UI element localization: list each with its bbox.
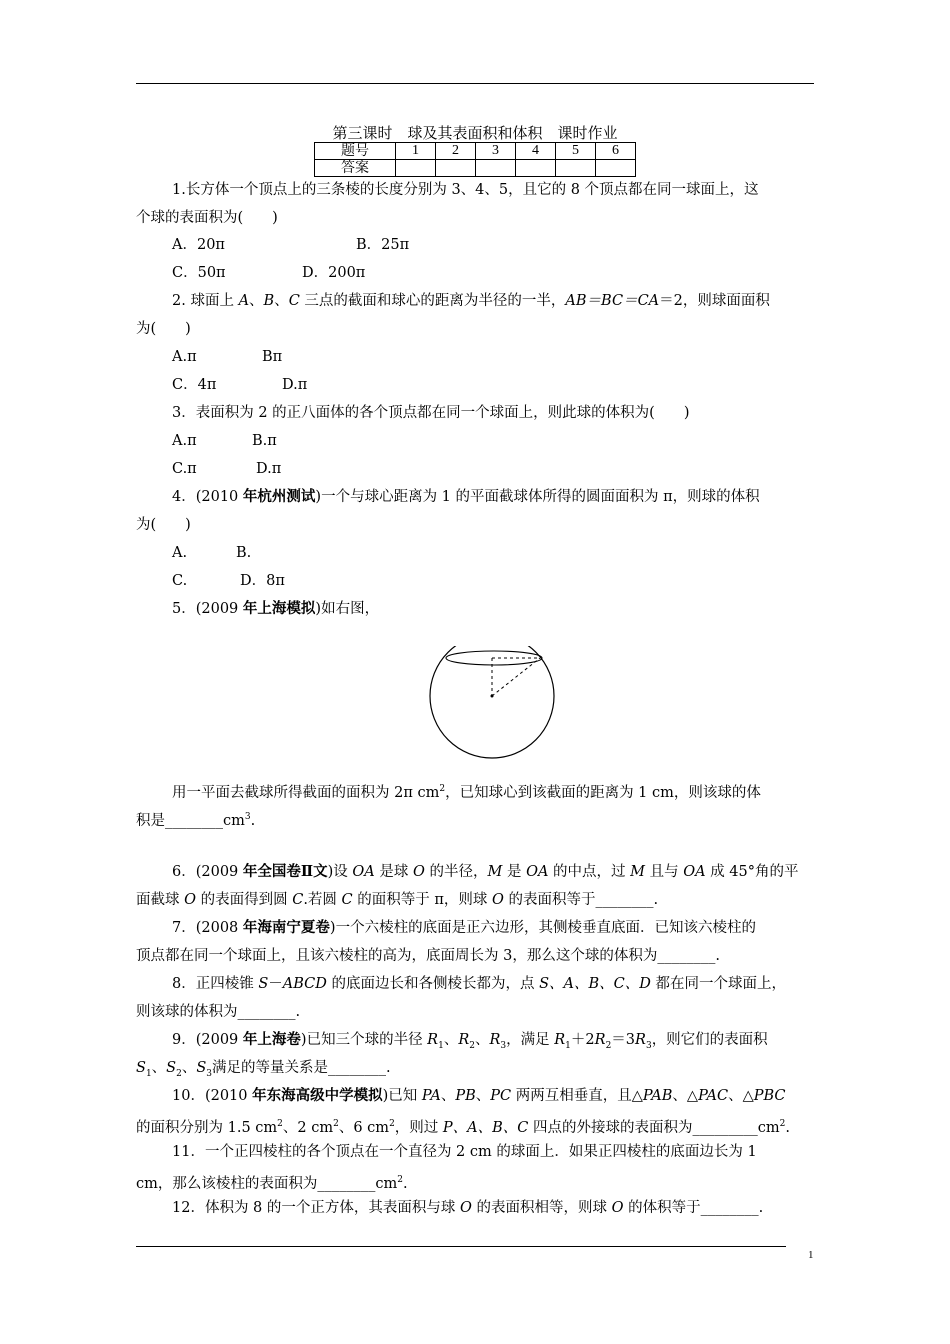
option-b: B. xyxy=(236,545,252,561)
question-6-text: 6．(2009 年全国卷Ⅱ文)设 OA 是球 O 的半径，M 是 OA 的中点，过 M 且与 OA 成 45°角的平 xyxy=(172,863,799,880)
question-7-text: 7．(2008 年海南宁夏卷)一个六棱柱的底面是正六边形，其侧棱垂直底面．已知该六棱柱的 xyxy=(172,919,757,936)
question-11-text: 11．一个正四棱柱的各个顶点在一个直径为 2 cm 的球面上．如果正四棱柱的底面边长为 1 xyxy=(172,1144,757,1160)
answer-cell[interactable] xyxy=(436,160,476,177)
option-a: A. xyxy=(172,545,188,561)
answer-cell[interactable] xyxy=(476,160,516,177)
option-b: B．25π xyxy=(356,237,410,253)
option-d: D.π xyxy=(256,461,282,477)
page-number: 1 xyxy=(808,1249,814,1261)
question-6-text: 面截球 O 的表面得到圆 C.若圆 C 的面积等于 π，则球 O 的表面积等于________. xyxy=(136,892,659,908)
question-number-cell: 2 xyxy=(436,143,476,160)
table-header-cell: 答案 xyxy=(315,160,396,177)
question-number-cell: 6 xyxy=(596,143,636,160)
footer-rule xyxy=(136,1246,786,1247)
option-c: C.π xyxy=(172,461,197,477)
question-10-text: 的面积分别为 1.5 $cm^2$、2 $cm^2$、6 $cm^2$，则过 P、A、B、C 四点的外接球的表面积为$\_\_\_\_\_\_\_\_\_cm^2$. xyxy=(136,1119,790,1136)
option-c: C．50π xyxy=(172,265,226,281)
question-5-text: 积是$\_\_\_\_\_\_\_\_cm^3$. xyxy=(136,812,256,829)
option-d: D．8π xyxy=(240,573,285,589)
question-number-cell: 3 xyxy=(476,143,516,160)
option-d: D．200π xyxy=(302,265,366,281)
question-9-text: $S_1$、$S_2$、$S_3$满足的等量关系是________. xyxy=(136,1060,391,1079)
page-title: 第三课时 球及其表面积和体积 课时作业 xyxy=(332,124,618,142)
option-c: C．4π xyxy=(172,377,217,393)
table-header-cell: 题号 xyxy=(315,143,396,160)
question-number-cell: 5 xyxy=(556,143,596,160)
question-8-text: 则该球的体积为________. xyxy=(136,1004,301,1020)
question-number-cell: 1 xyxy=(396,143,436,160)
answer-cell[interactable] xyxy=(556,160,596,177)
answer-cell[interactable] xyxy=(396,160,436,177)
answer-cell[interactable] xyxy=(596,160,636,177)
answer-cell[interactable] xyxy=(516,160,556,177)
question-11-text: cm，那么该棱柱的表面积为$\_\_\_\_\_\_\_\_cm^2$. xyxy=(136,1175,408,1192)
question-12-text: 12．体积为 8 的一个正方体，其表面积与球 O 的表面积相等，则球 O 的体积等于________. xyxy=(172,1200,764,1216)
question-10-text: 10．(2010 年东海高级中学模拟)已知 PA、PB、PC 两两互相垂直，且△PAB、△PAC、△PBC xyxy=(172,1087,786,1104)
question-3-text: 3．表面积为 2 的正八面体的各个顶点都在同一个球面上，则此球的体积为( ) xyxy=(172,405,690,421)
table-row xyxy=(315,143,636,160)
question-4-text: 为( ) xyxy=(136,517,191,533)
question-2-text: 为( ) xyxy=(136,321,191,337)
question-1-text: 1.长方体一个顶点上的三条棱的长度分别为 3、4、5，且它的 8 个顶点都在同一球面上，这 xyxy=(172,182,759,198)
option-b: Bπ xyxy=(262,349,283,365)
question-number-cell: 4 xyxy=(516,143,556,160)
question-5-text: 5．(2009 年上海模拟)如右图， xyxy=(172,600,380,617)
question-9-text: 9．(2009 年上海卷)已知三个球的半径 $R_1$、$R_2$、$R_3$，满足 $R_1+2R_2=3R_3$，则它们的表面积 xyxy=(172,1031,768,1051)
header-rule xyxy=(136,83,814,84)
option-a: A.π xyxy=(172,349,197,365)
question-7-text: 顶点都在同一个球面上，且该六棱柱的高为，底面周长为 3，那么这个球的体积为________. xyxy=(136,948,720,964)
sphere-section-figure xyxy=(428,646,556,764)
question-4-text: 4．(2010 年杭州测试)一个与球心距离为 1 的平面截球体所得的圆面面积为 π，则球的体积 xyxy=(172,488,760,505)
table-row xyxy=(315,160,636,177)
question-2-text: 2. 球面上 A、B、C 三点的截面和球心的距离为半径的一半，AB＝BC＝CA＝2，则球面面积 xyxy=(172,293,770,309)
question-1-text: 个球的表面积为( ) xyxy=(136,210,278,226)
question-8-text: 8．正四棱锥 S－ABCD 的底面边长和各侧棱长都为，点 S、A、B、C、D 都在同一个球面上， xyxy=(172,976,787,992)
option-b: B.π xyxy=(252,433,277,449)
question-5-text: 用一平面去截球所得截面的面积为 2π $cm^2$，已知球心到该截面的距离为 1 cm，则该球的体 xyxy=(172,784,761,801)
option-a: A.π xyxy=(172,433,197,449)
answer-table xyxy=(314,142,636,177)
option-d: D.π xyxy=(282,377,308,393)
option-a: A．20π xyxy=(172,237,225,253)
option-c: C. xyxy=(172,573,188,589)
